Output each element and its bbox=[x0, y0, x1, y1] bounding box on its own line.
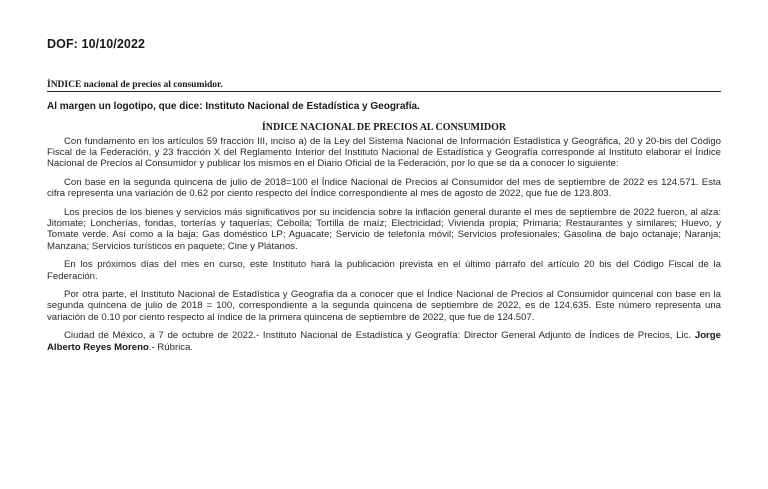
paragraph-monthly-index: Con base en la segunda quincena de julio de 2018=100 el Índice Nacional de Precios al Consumidor del mes de septiembre de 2022 es 124.571. Esta cifra representa una variación de 0.62 por ciento respecto del Índice correspondiente al mes de agosto de 2022, que fue de 123.803. bbox=[47, 177, 721, 200]
signatory-name: Jorge Alberto Reyes Moreno bbox=[47, 330, 721, 353]
paragraph-upcoming-publication: En los próximos días del mes en curso, este Instituto hará la publicación prevista en el último párrafo del artículo 20 bis del Código Fiscal de la Federación. bbox=[47, 259, 721, 282]
dof-date: DOF: 10/10/2022 bbox=[47, 37, 146, 51]
document-title: ÍNDICE NACIONAL DE PRECIOS AL CONSUMIDOR bbox=[261, 122, 507, 133]
signature-end: .- Rúbrica. bbox=[148, 341, 194, 353]
margin-note: Al margen un logotipo, que dice: Instituto Nacional de Estadística y Geografía. bbox=[47, 101, 420, 112]
paragraph-legal-basis: Con fundamento en los artículos 59 fracción III, inciso a) de la Ley del Sistema Nacional de Información Estadística y Geográfica, 20 y 20-bis del Código Fiscal de la Federación, y 23 fracción X del Reglamento Interior del Instituto Nacional de Estadística y Geografía corresponde al Instituto elaborar el Índice Nacional de Precios al Consumidor y publicar los mismos en el Diario Oficial de la Federación, por lo que se da a conocer lo siguiente: bbox=[47, 136, 721, 170]
signature-text: Ciudad de México, a 7 de octubre de 2022.- Instituto Nacional de Estadística y Geografía: Director General Adjunto de Índices de Precios, Lic. bbox=[64, 330, 695, 342]
document-body bbox=[47, 136, 721, 360]
paragraph-biweekly-index: Por otra parte, el Instituto Nacional de Estadística y Geografía da a conocer que el Índice Nacional de Precios al Consumidor quincenal con base en la segunda quincena de julio de 2018 = 100, correspondiente a la segunda quincena de septiembre de 2022, es de 124.635. Este número representa una variación de 0.10 por ciento respecto al índice de la primera quincena de septiembre de 2022, que fue de 124.507. bbox=[47, 289, 721, 323]
paragraph-signature bbox=[47, 330, 721, 352]
section-label: ÍNDICE nacional de precios al consumidor. bbox=[47, 80, 223, 90]
paragraph-price-changes: Los precios de los bienes y servicios más significativos por su incidencia sobre la inflación general durante el mes de septiembre de 2022 fueron, al alza: Jitomate; Loncherías, fondas, torterías y taquerías; Cebolla; Tortilla de maíz; Electricidad; Vivienda propia; Primaria; Restaurantes y similares; Huevo, y Tomate verde. Así como a la baja: Gas doméstico LP; Aguacate; Servicio de telefonía móvil; Servicios profesionales; Gasolina de bajo octanaje; Naranja; Manzana; Servicios turísticos en paquete; Cine y Plátanos. bbox=[47, 207, 721, 252]
section-divider bbox=[47, 91, 721, 92]
